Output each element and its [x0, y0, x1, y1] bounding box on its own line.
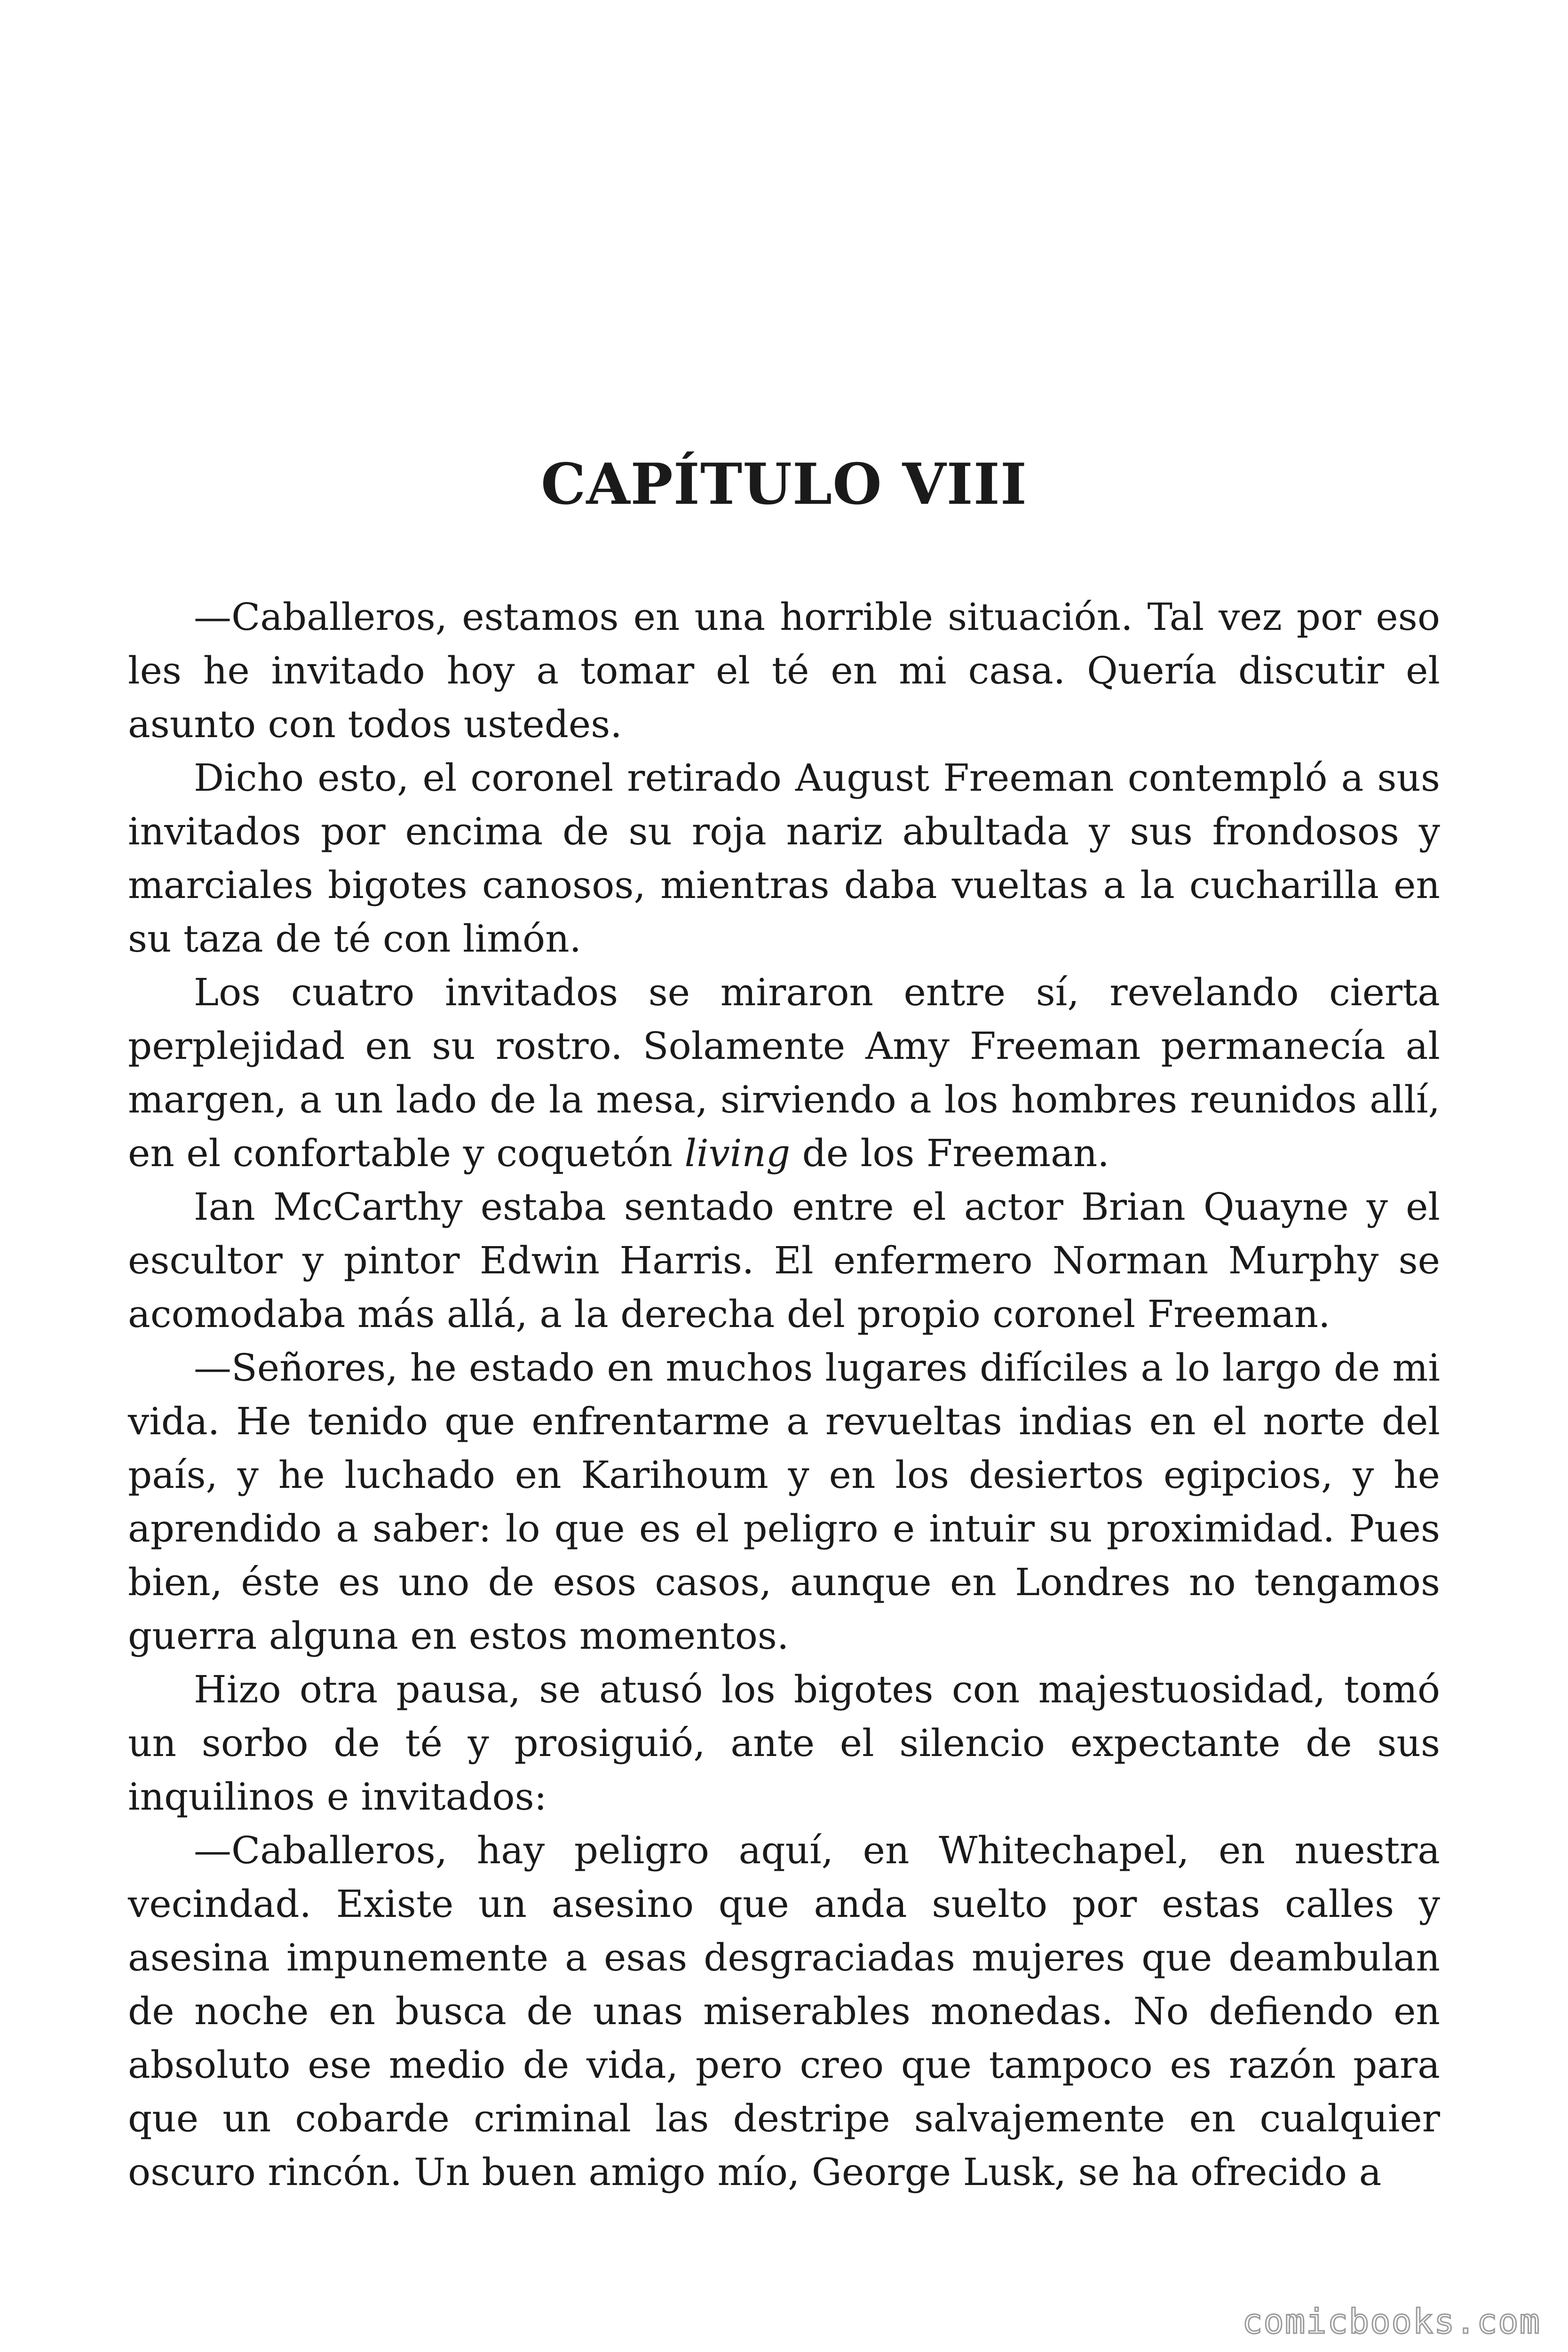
paragraph-2: Dicho esto, el coronel retirado August Freeman contempló a sus invitados por encima de su roja nariz abultada y sus frondosos y marciales bigotes canosos, mientras daba vueltas a la cucharilla en su taza de té con limón.: [128, 756, 1440, 961]
paragraph-5: —Señores, he estado en muchos lugares difíciles a lo largo de mi vida. He tenido que enfrentarme a revueltas indias en el norte del país, y he luchado en Karihoum y en los desiertos egipcios, y he aprendido a saber: lo que es el peligro e intuir su proximidad. Pues bien, éste es uno de esos casos, aunque en Londres no tengamos guerra alguna en estos momentos.: [128, 1346, 1440, 1658]
paragraph-3-before: Los cuatro invitados se miraron entre sí, revelando cierta perplejidad en su rostro. Solamente Amy Freeman permanecía al margen, a un lado de la mesa, sirviendo a los hombres reunidos allí, en el confortable y coquetón: [128, 970, 1440, 1175]
chapter-body: [128, 590, 1440, 2199]
paragraph-1: —Caballeros, estamos en una horrible situación. Tal vez por eso les he invitado hoy a tomar el té en mi casa. Quería discutir el asunto con todos ustedes.: [128, 595, 1440, 746]
chapter-title: CAPÍTULO VIII: [540, 451, 1028, 517]
watermark: comicbooks.com: [1242, 2302, 1541, 2341]
paragraph-7: —Caballeros, hay peligro aquí, en Whitechapel, en nuestra vecindad. Existe un asesino que anda suelto por estas calles y asesina impunemente a esas desgraciadas mujeres que deambulan de noche en busca de unas miserables monedas. No defiendo en absoluto ese medio de vida, pero creo que tampoco es razón para que un cobarde criminal las destripe salvajemente en cualquier oscuro rincón. Un buen amigo mío, George Lusk, se ha ofrecido a: [128, 1828, 1440, 2194]
paragraph-3: [128, 966, 1440, 1180]
paragraph-6: Hizo otra pausa, se atusó los bigotes con majestuosidad, tomó un sorbo de té y prosiguió, ante el silencio expectante de sus inquilinos e invitados:: [128, 1668, 1440, 1819]
paragraph-3-after: de los Freeman.: [790, 1131, 1109, 1175]
paragraph-3-emphasis: living: [684, 1131, 791, 1175]
paragraph-4: Ian McCarthy estaba sentado entre el actor Brian Quayne y el escultor y pintor Edwin Harris. El enfermero Norman Murphy se acomodaba más allá, a la derecha del propio coronel Freeman.: [128, 1185, 1440, 1336]
